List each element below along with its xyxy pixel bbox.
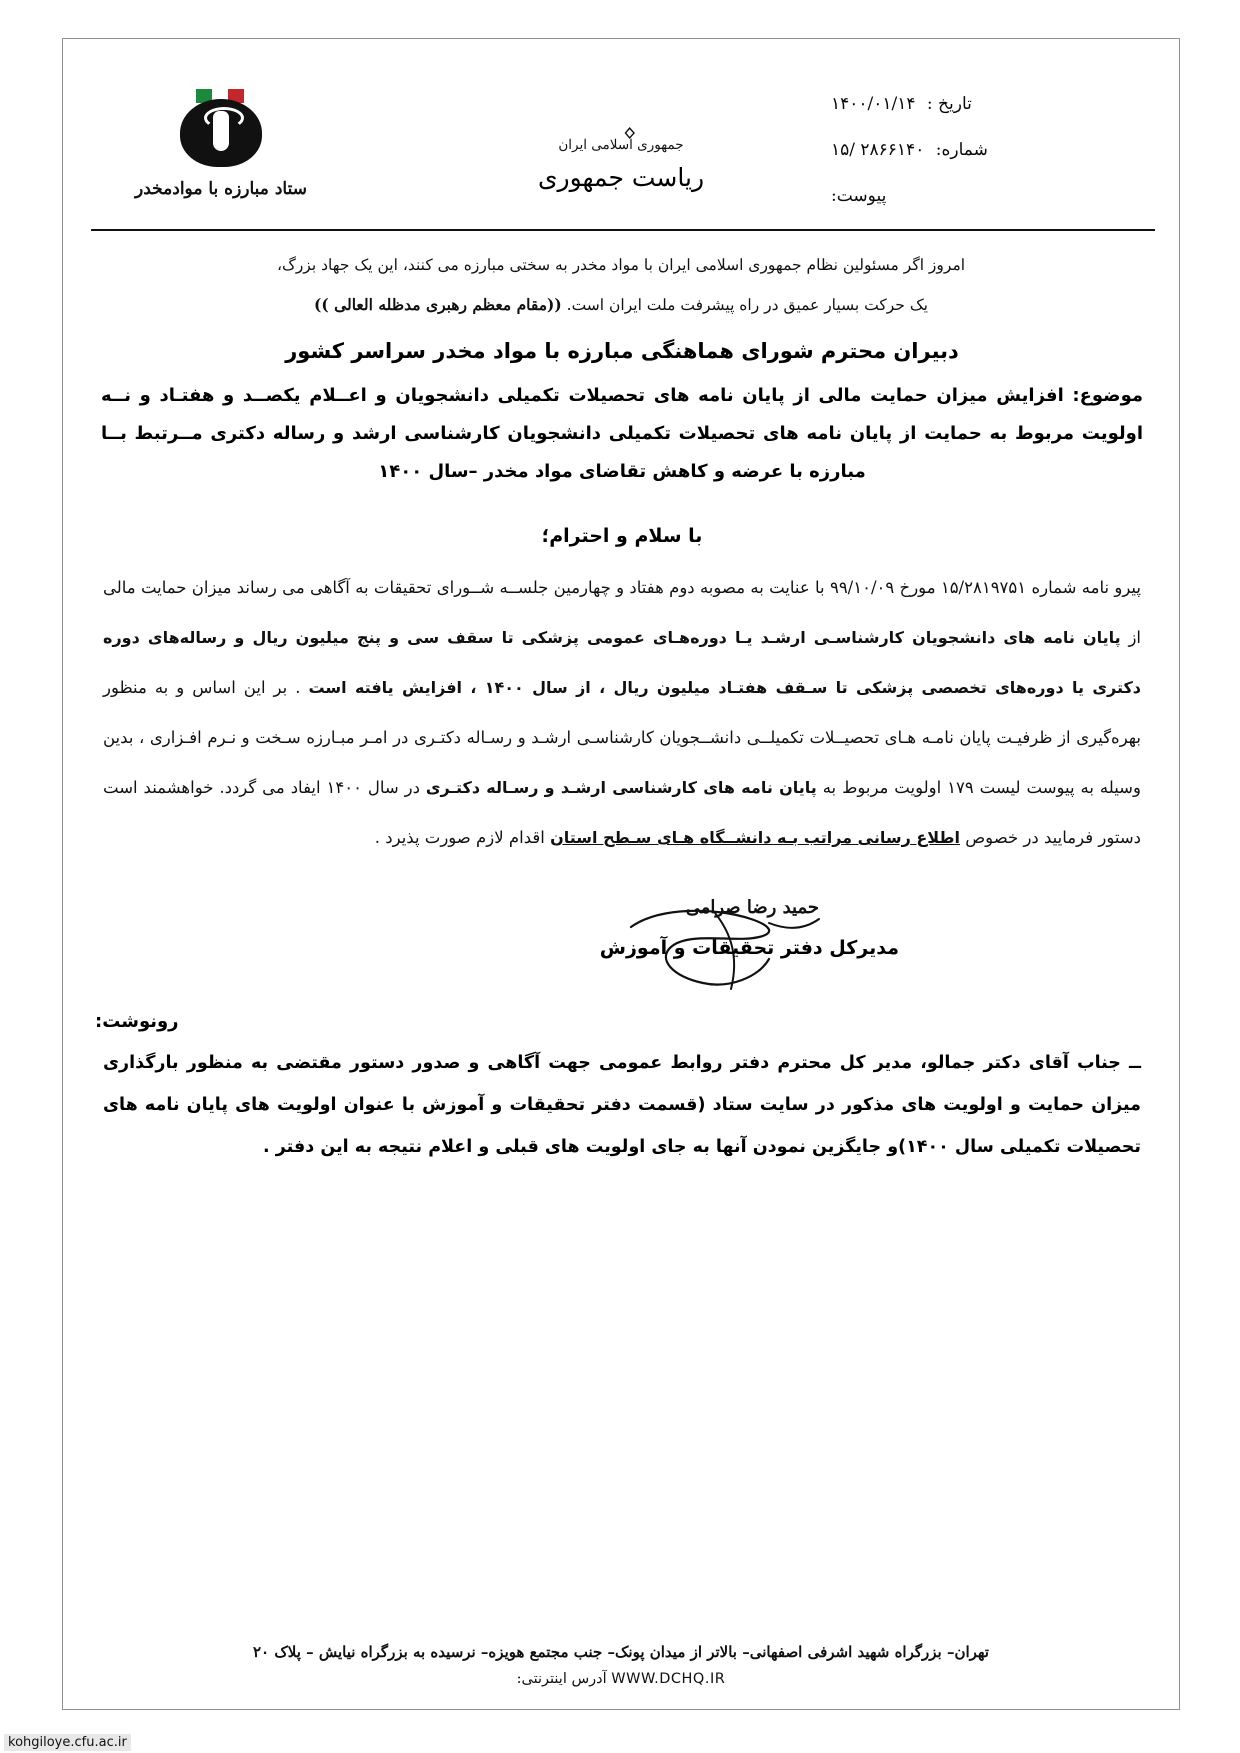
body-text-underlined: اطلاع رسانی مراتب بـه دانشــگاه هـای سـطح استان [550, 828, 960, 847]
footer-web-label: آدرس اینترنتی: [516, 1671, 607, 1687]
body-text-plain-a: پیرو نامه شماره ۱۵/۲۸۱۹۷۵۱ مورخ ۹۹/۱۰/۰۹ با عنایت به مصوبه دوم هفتاد و چهارمین جلســه شــورای تحقیقات به آگاهی می رساند میزان حمایت مالی از [103, 578, 1141, 647]
source-watermark: kohgiloye.cfu.ac.ir [4, 1734, 131, 1751]
body-text-plain-c: در سال ۱۴۰۰ ایفاد می گردد. خواهشمند است دستور فرمایید در خصوص [103, 778, 1141, 847]
body-text-bold-b: پایان نامه های کارشناسی ارشـد و رسـاله دکتـری [425, 778, 817, 797]
letter-header [63, 39, 1179, 221]
anti-narcotics-headquarters-logo-icon [166, 85, 276, 173]
date-value: ۱۴۰۰/۰۱/۱۴ [831, 94, 916, 114]
signatory-title: مدیرکل دفتر تحقیقات و آموزش [599, 937, 899, 959]
quote-source: ((مقام معظم رهبری مدظله العالی )) [314, 295, 562, 314]
attachment-label: پیوست: [831, 186, 887, 206]
quote-line-2 [123, 285, 1119, 325]
date-label: تاریخ : [926, 94, 972, 114]
quote-line-2-text: یک حرکت بسیار عمیق در راه پیشرفت ملت ایران است. [566, 296, 928, 314]
signatory-name: حمید رضا صرامی [685, 897, 819, 918]
footer-address: تهران– بزرگراه شهید اشرفی اصفهانی– بالاتر از میدان پونک– جنب مجتمع هویزه– نرسیده به بزرگراه نیایش – پلاک ۲۰ [253, 1643, 989, 1661]
leader-quote [123, 245, 1119, 325]
number-value: ۲۸۶۶۱۴۰ /۱۵ [831, 140, 925, 160]
footer-url[interactable]: WWW.DCHQ.IR [611, 1671, 726, 1687]
body-text-plain-d: اقدام لازم صورت پذیرد . [374, 828, 551, 847]
body-paragraph [95, 563, 1149, 863]
cc-text: ــ جناب آقای دکتر جمالو، مدیر کل محترم دفتر روابط عمومی جهت آگاهی و صدور دستور مقتضی به منظور بارگذاری میزان حمایت و اولویت های مذکور در سایت ستاد (قسمت دفتر تحقیقات و آموزش با عنوان اولویت های پایان نامه های تحصیلات تکمیلی سال ۱۴۰۰)و جایگزین نمودن آنها به جای اولویت های قبلی و اعلام نتیجه به این دفتر . [103, 1053, 1141, 1157]
organization-logo-block [91, 85, 351, 199]
letter-body [95, 339, 1149, 1168]
subject-line: موضوع: افزایش میزان حمایت مالی از پایان نامه های تحصیلات تکمیلی دانشجویان و اعــلام یکصــد و هفتـاد و نــه اولویت مربوط به حمایت از پایان نامه های تحصیلات تکمیلی دانشجویان کارشناسی ارشد و رساله دکتری مــرتبط بــا مبارزه با عرضه و کاهش تقاضای مواد مخدر –سال ۱۴۰۰ [101, 385, 1143, 482]
header-divider [91, 229, 1155, 231]
letter-sheet [62, 38, 1180, 1710]
letter-footer [63, 1643, 1179, 1687]
logo-caption: ستاد مبارزه با موادمخدر [135, 179, 307, 199]
emblem-title: ریاست جمهوری [537, 163, 705, 192]
signature-block [95, 897, 1149, 1007]
addressee-line: دبیران محترم شورای هماهنگی مبارزه با مواد مخدر سراسر کشور [285, 339, 959, 363]
footer-web [63, 1671, 1179, 1687]
cc-label: رونوشت: [95, 1011, 179, 1032]
body-text-bold-a: پایان نامه های دانشجویان کارشناسـی ارشـد یـا دوره‌هـای عمومی پزشکی تا سقف سی و پنج میلیون ریال و رساله‌های دوره دکتری یا دوره‌های تخصصی پزشکی تا سـقف هفتـاد میلیون ریال ، از سال ۱۴۰۰ ، افزایش یافته است [103, 628, 1141, 697]
quote-line-1: امروز اگر مسئولین نظام جمهوری اسلامی ایران با مواد مخدر به سختی مبارزه می کنند، این یک جهاد بزرگ، [276, 256, 966, 274]
body-text-plain-b: . بر این اساس و به منظور بهره‌گیری از ظرفیـت پایان نامـه هـای تحصیــلات تکمیلــی دانشــجویان کارشناسـی ارشـد و رسـاله دکتـری در امـر مبـارزه سـخت و نـرم افـزاری ، بدین وسیله به پیوست لیست ۱۷۹ اولویت مربوط به [103, 678, 1141, 797]
salutation: با سلام و احترام؛ [541, 525, 703, 547]
number-label: شماره: [935, 140, 988, 160]
emblem-subtitle: جمهوری اسلامی ایران [558, 137, 684, 153]
